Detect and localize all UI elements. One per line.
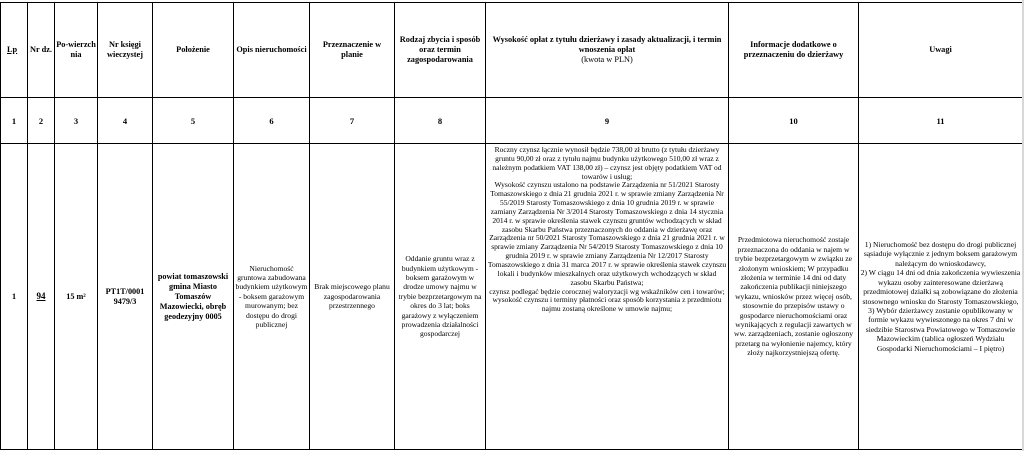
- header-polozenie: Położenie: [153, 3, 234, 98]
- rent-paragraph: czynsz podlegać będzie corocznej waloryzacji wg wskaźników cen i towarów;: [489, 286, 725, 296]
- header-informacje: Informacje dodatkowe o przeznaczeniu do dzierżawy: [729, 3, 859, 98]
- header-nr-dz: Nr dz.: [28, 3, 55, 98]
- rent-paragraph: Wysokość czynszu ustalono na podstawie Zarządzenia nr 51/2021 Starosty Tomaszowskiego z dnia 21 grudnia 2021 r. w sprawie zmiany Zarządzenia Nr 55/2019 Starosty Tomaszowskiego z dnia 10 grudnia 2019 r. w sprawie zamiany Zarządzenia Nr 3/2014 Starosty Tomaszowskiego z dnia 14 stycznia 2014 r. w sprawie określenia stawek czynszu gruntów wchodzących w skład zasobu Skarbu Państwa przeznaczonych do oddania w dzierżawę oraz Zarządzenia nr 50/2021 Starosty Tomaszowskiego z dnia 21 grudnia 2021 r. w sprawie zmiany Zarządzenia Nr 54/2019 Starosty Tomaszowskiego z dnia 10 grudnia 2019 r. w sprawie zmiany Zarządzenia Nr 12/2017 Starosty Tomaszowskiego z dnia 31 marca 2017 r. w sprawie określenia stawek czynszu lokali i budynków mieszkalnych oraz użytkowych wchodzących w skład zasobu Skarbu Państwa;: [487, 180, 727, 287]
- cell-powierzchnia: 15 m²: [55, 144, 98, 450]
- column-number-row: [1, 98, 1023, 144]
- column-number: 7: [310, 98, 395, 144]
- rent-paragraph: wysokość czynszu i terminy płatności oraz sposób korzystania z przedmiotu najmu zostaną określone w umowie najmu;: [492, 295, 722, 314]
- header-row: [1, 3, 1023, 98]
- column-number: 1: [1, 98, 28, 144]
- column-number: 5: [153, 98, 234, 144]
- column-number: 9: [486, 98, 729, 144]
- cell-nr-dz: [28, 144, 55, 450]
- cell-przeznaczenie: Brak miejscowego planu zagospodarowania przestrzennego: [310, 144, 395, 450]
- column-number: 6: [234, 98, 310, 144]
- header-lp: Lp: [1, 3, 28, 98]
- column-number: 2: [28, 98, 55, 144]
- cell-uwagi: [859, 144, 1023, 450]
- cell-lp: 1: [1, 144, 28, 450]
- header-przeznaczenie: Przeznaczenie w planie: [310, 3, 395, 98]
- note-item: 3) Wybór dzierżawcy zostanie opublikowany w formie wykazu wywieszonego na okres 7 dni w siedzibie Starostwa Powiatowego w Tomaszowie Mazowieckim (tablica ogłoszeń Wydziału Gospodarki Nieruchomościami – I piętro): [865, 305, 1016, 353]
- header-opis: Opis nieruchomości: [234, 3, 310, 98]
- column-number: 10: [729, 98, 859, 144]
- header-wysokosc-oplat-note: (kwota w PLN): [581, 55, 633, 64]
- cell-wysokosc-oplat: [486, 144, 729, 450]
- cell-polozenie: powiat tomaszowski gmina Miasto Tomaszów Mazowiecki, obręb geodezyjny 0005: [153, 144, 234, 450]
- cell-informacje: Przedmiotowa nieruchomość zostaje przeznaczona do oddania w najem w trybie bezprzetargowym w związku ze złożonym wnioskiem; W przypadku złożenia w terminie 14 dni od daty zakończenia publikacji niniejszego wykazu, wniosków przez więcej osób, stosownie do przepisów ustawy o gospodarce nieruchomościami oraz wynikających z regulacji zawartych w ww. zarządzeniach, zostanie ogłoszony przetarg na wyłonienie najemcy, który złoży najkorzystniejszą ofertę.: [729, 144, 859, 450]
- table-row: [1, 144, 1023, 450]
- column-number: 11: [859, 98, 1023, 144]
- cell-rodzaj-zbycia: Oddanie gruntu wraz z budynkiem użytkowym - boksem garażowym w drodze umowy najmu w trybie bezprzetargowym na okres do 3 lat; boks garażowy z wyłączeniem prowadzenia działalności gospodarczej: [395, 144, 486, 450]
- rent-paragraph: Roczny czynsz łącznie wynosił będzie 738,00 zł brutto (z tytułu dzierżawy gruntu 90,00 zł oraz z tytułu najmu budynku użytkowego 510,00 zł wraz z należnym podatkiem VAT 138,00 zł) – czynsz jest objęty podatkiem VAT od towarów i usług;: [492, 145, 722, 181]
- parcel-number: 94: [36, 290, 46, 301]
- cell-opis: Nieruchomość gruntowa zabudowana budynkiem użytkowym - boksem garażowym murowanym; bez dostępu do drogi publicznej: [234, 144, 310, 450]
- header-uwagi: Uwagi: [859, 3, 1023, 98]
- header-nr-ksiegi: Nr księgi wieczystej: [98, 3, 153, 98]
- cell-nr-ksiegi: PT1T/0001 9479/3: [98, 144, 153, 450]
- header-wysokosc-oplat: [486, 3, 729, 98]
- note-item: 2) W ciągu 14 dni od dnia zakończenia wywieszenia wykazu osoby zainteresowane dzierżawą przedmiotowej działki są zobowiązane do złożenia stosownego wniosku do Starosty Tomaszowskiego,: [860, 268, 1021, 306]
- column-number: 8: [395, 98, 486, 144]
- column-number: 3: [55, 98, 98, 144]
- property-listing-table: [0, 2, 1023, 450]
- header-wysokosc-oplat-title: Wysokość opłat z tytułu dzierżawy i zasady aktualizacji, i termin wnoszenia opłat: [492, 35, 722, 54]
- note-item: 1) Nieruchomość bez dostępu do drogi publicznej sąsiaduje wyłącznie z jednym boksem garażowym należącym do wnioskodawcy,: [863, 240, 1018, 268]
- header-powierzchnia: Po-wierzch nia: [55, 3, 98, 98]
- column-number: 4: [98, 98, 153, 144]
- header-rodzaj-zbycia: Rodzaj zbycia i sposób oraz termin zagospodarowania: [395, 3, 486, 98]
